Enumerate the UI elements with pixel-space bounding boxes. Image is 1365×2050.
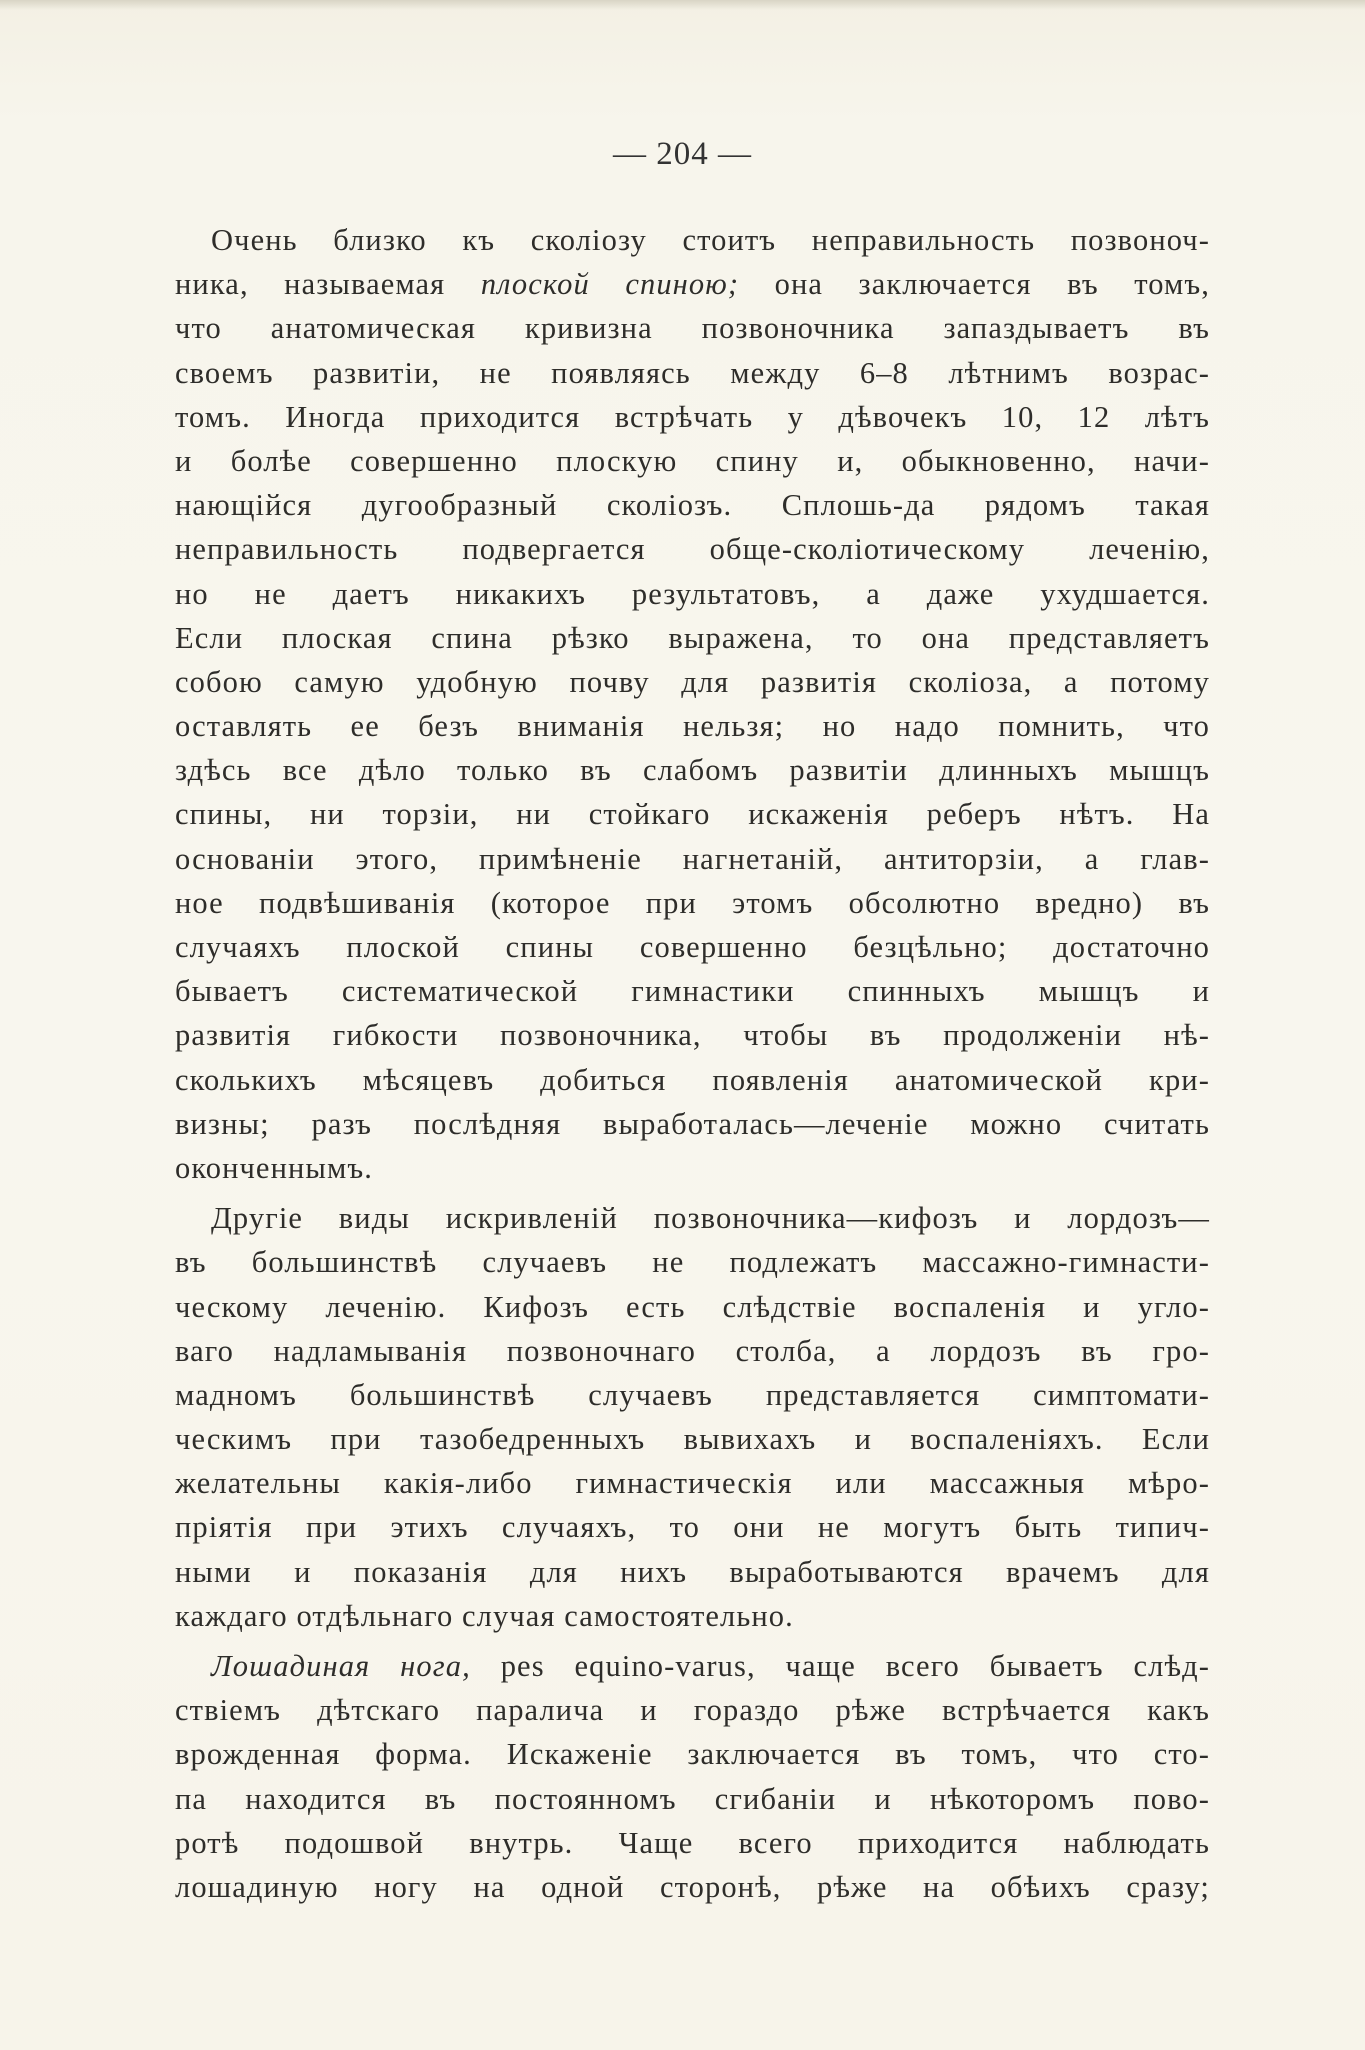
page-number: — 204 — bbox=[613, 136, 752, 172]
text-line: ное подвѣшиванiя (которое при этомъ обсолютно вредно) въ bbox=[175, 885, 1210, 920]
text-line: мадномъ большинствѣ случаевъ представляется симптомати- bbox=[175, 1377, 1210, 1412]
text-line: развитiя гибкости позвоночника, чтобы въ продолженiи нѣ- bbox=[175, 1018, 1210, 1053]
text-line: основанiи этого, примѣненiе нагнетанiй, антиторзiи, а глав- bbox=[175, 841, 1210, 876]
italic-term: Лошадиная нога, bbox=[211, 1649, 471, 1683]
paragraph bbox=[175, 218, 1210, 1190]
text-line: каждаго отдѣльнаго случая самостоятельно. bbox=[175, 1598, 794, 1633]
text-line: Лошадиная нога, pes equino-varus, чаще всего бываетъ слѣд- bbox=[211, 1649, 1210, 1683]
text-line: собою самую удобную почву для развитiя сколiоза, а потому bbox=[175, 664, 1210, 699]
text-line: ными и показанiя для нихъ выработываются врачемъ для bbox=[175, 1554, 1210, 1589]
text-line: въ большинствѣ случаевъ не подлежатъ массажно-гимнасти- bbox=[175, 1245, 1210, 1280]
text-line: неправильность подвергается обще-сколiотическому леченiю, bbox=[175, 532, 1210, 567]
text-line: ваго надламыванiя позвоночнаго столба, а лордозъ въ гро- bbox=[175, 1333, 1210, 1368]
text-line: па находится въ постоянномъ сгибанiи и нѣкоторомъ пово- bbox=[175, 1781, 1210, 1816]
text-line: оконченнымъ. bbox=[175, 1150, 374, 1185]
text-line: визны; разъ послѣдняя выработалась—леченiе можно считать bbox=[175, 1106, 1210, 1141]
text-line: ческому леченiю. Кифозъ есть слѣдствiе воспаленiя и угло- bbox=[175, 1289, 1210, 1324]
text-line: что анатомическая кривизна позвоночника запаздываетъ въ bbox=[175, 311, 1210, 346]
text-line: прiятiя при этихъ случаяхъ, то они не могутъ быть типич- bbox=[175, 1510, 1210, 1545]
text-line: спины, ни торзiи, ни стойкаго искаженiя реберъ нѣтъ. На bbox=[175, 797, 1210, 832]
text-line: Очень близко къ сколiозу стоитъ неправильность позвоноч- bbox=[211, 223, 1210, 257]
text-line: но не даетъ никакихъ результатовъ, а даже ухудшается. bbox=[175, 576, 1210, 611]
text-line: случаяхъ плоской спины совершенно безцѣльно; достаточно bbox=[175, 930, 1210, 964]
text-line: ствiемъ дѣтскаго паралича и гораздо рѣже встрѣчается какъ bbox=[175, 1693, 1210, 1728]
text-line: здѣсь все дѣло только въ слабомъ развитiи длинныхъ мышцъ bbox=[175, 753, 1210, 788]
text-line: оставлять ее безъ вниманiя нельзя; но надо помнить, что bbox=[175, 709, 1210, 744]
text-line: желательны какiя-либо гимнастическiя или массажныя мѣро- bbox=[175, 1466, 1210, 1501]
paragraph bbox=[175, 1644, 1210, 1909]
text-line: Другiе виды искривленiй позвоночника—кифозъ и лордозъ— bbox=[211, 1201, 1210, 1236]
text-line: и болѣе совершенно плоскую спину и, обыкновенно, начи- bbox=[175, 443, 1210, 478]
text-line: Если плоская спина рѣзко выражена, то она представляетъ bbox=[175, 620, 1210, 655]
page-body-text bbox=[175, 218, 1210, 1909]
page-top-edge-shadow bbox=[0, 0, 1365, 10]
text-line: ника, называемая плоской спиною; она заключается въ томъ, bbox=[175, 267, 1210, 302]
text-line: лошадиную ногу на одной сторонѣ, рѣже на обѣихъ сразу; bbox=[175, 1869, 1210, 1904]
text-line: врожденная форма. Искаженiе заключается въ томъ, что сто- bbox=[175, 1737, 1210, 1772]
text-line: нающiйся дугообразный сколiозъ. Сплошь-да рядомъ такая bbox=[175, 488, 1210, 523]
paragraph bbox=[175, 1196, 1210, 1638]
text-line: ротѣ подошвой внутрь. Чаще всего приходится наблюдать bbox=[175, 1825, 1210, 1860]
text-line: бываетъ систематической гимнастики спинныхъ мышцъ и bbox=[175, 974, 1210, 1009]
text-line: томъ. Иногда приходится встрѣчать у дѣвочекъ 10, 12 лѣтъ bbox=[175, 399, 1210, 434]
text-line: сколькихъ мѣсяцевъ добиться появленiя анатомической кри- bbox=[175, 1062, 1210, 1097]
text-line: ческимъ при тазобедренныхъ вывихахъ и воспаленiяхъ. Если bbox=[175, 1422, 1210, 1457]
text-line: своемъ развитiи, не появляясь между 6–8 лѣтнимъ возрас- bbox=[175, 355, 1210, 390]
italic-term: плоской спиною; bbox=[480, 267, 740, 302]
